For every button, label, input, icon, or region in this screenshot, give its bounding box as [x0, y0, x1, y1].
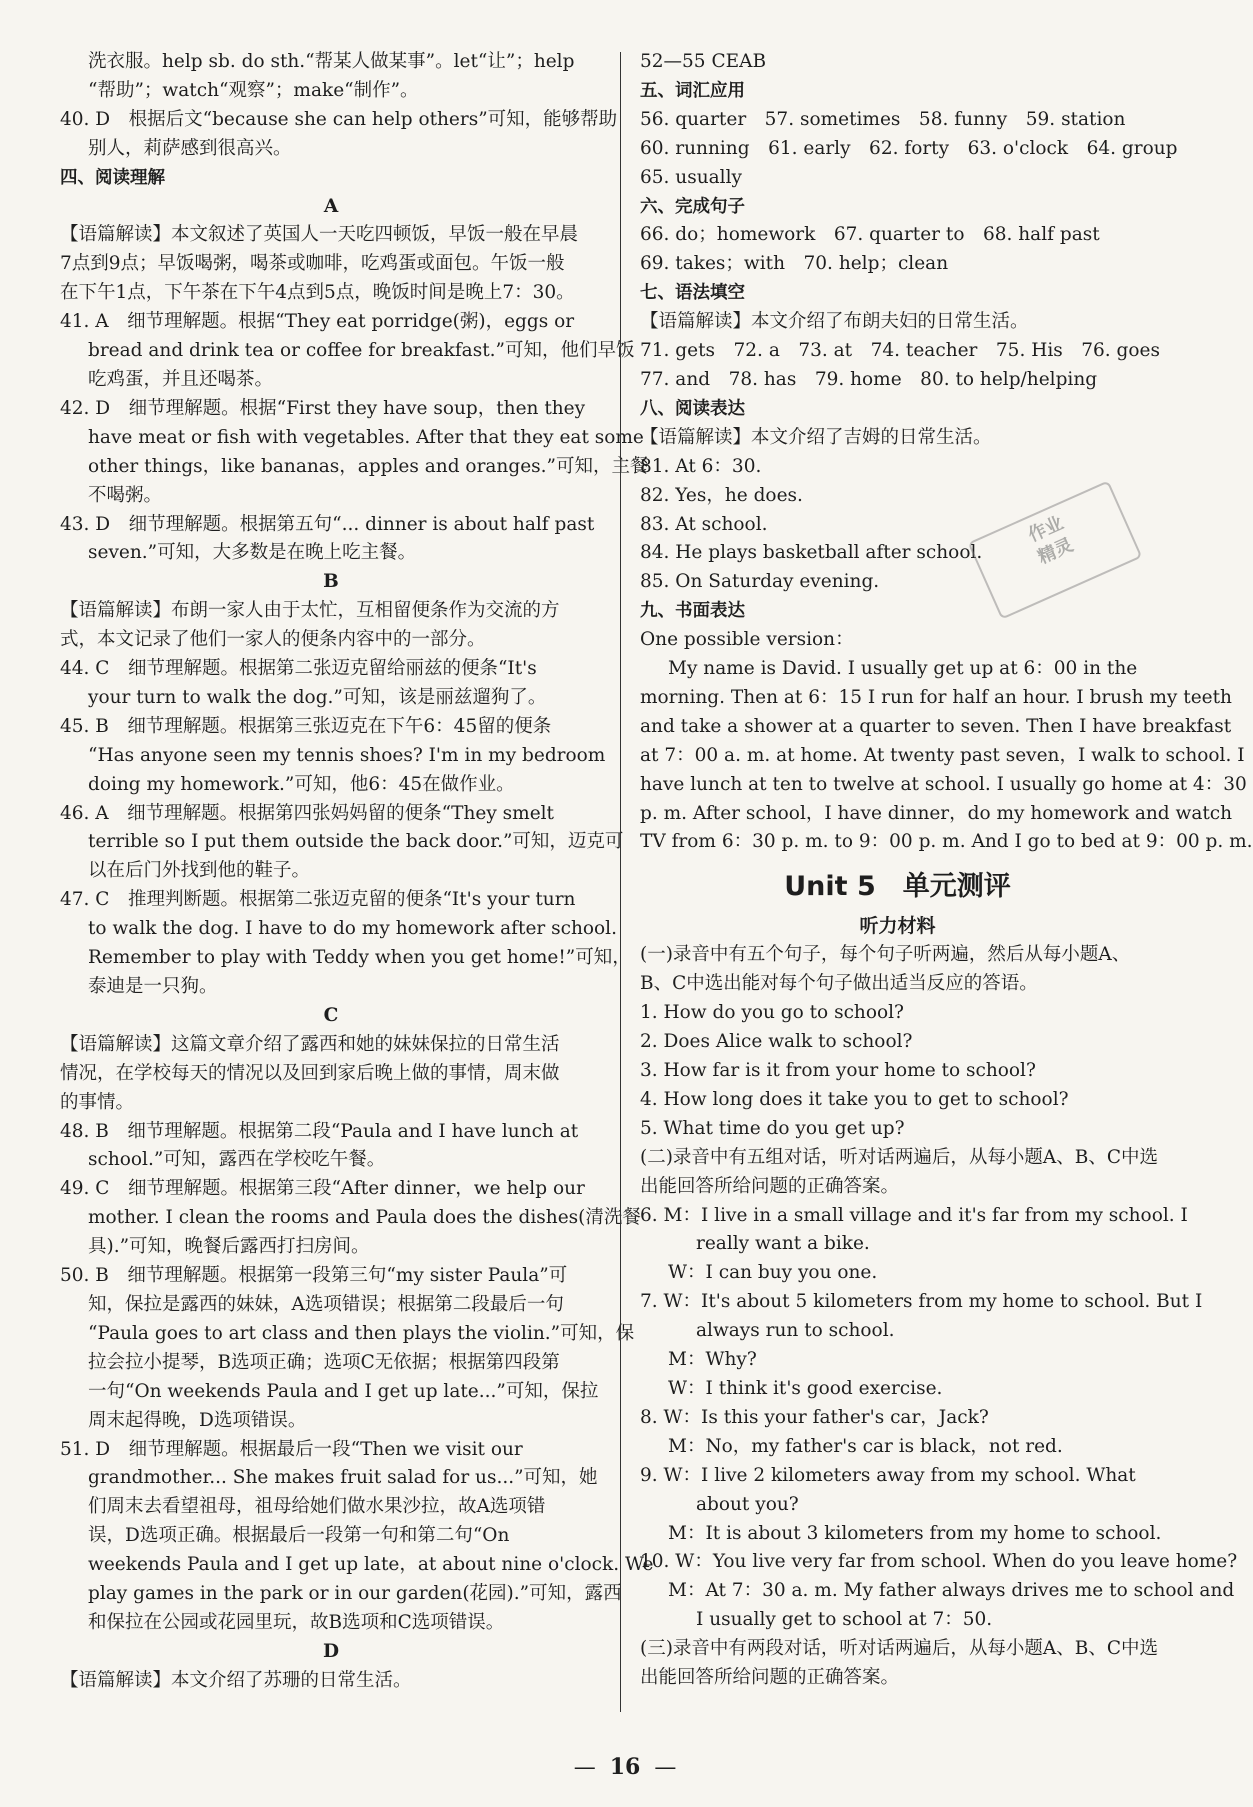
left-text-line: 一句“On weekends Paula and I get up late...”可知，保拉	[88, 1380, 599, 1402]
left-text-line: 知，保拉是露西的妹妹，A选项错误；根据第二段最后一句	[88, 1293, 564, 1315]
page-number: — 16 —	[573, 1754, 677, 1780]
left-text-line: 47. C 推理判断题。根据第二张迈克留的便条“It's your turn	[60, 889, 576, 911]
left-text-line: 【语篇解读】本文介绍了苏珊的日常生活。	[60, 1669, 412, 1691]
right-section-heading: 九、书面表达	[640, 601, 745, 622]
right-text-line: 1. How do you go to school?	[640, 1002, 904, 1024]
left-text-line: 【语篇解读】这篇文章介绍了露西和她的妹妹保拉的日常生活	[60, 1033, 560, 1055]
column-divider	[620, 52, 621, 1712]
right-text-line: 85. On Saturday evening.	[640, 571, 880, 593]
right-text-line: W：I think it's good exercise.	[668, 1377, 943, 1399]
right-text-line: 69. takes；with 70. help；clean	[640, 253, 949, 275]
right-text-line: M：At 7：30 a. m. My father always drives me to school and	[668, 1580, 1235, 1602]
right-text-line: 60. running 61. early 62. forty 63. o'clock 64. group	[640, 137, 1178, 159]
right-text-line: 82. Yes，he does.	[640, 484, 803, 506]
right-text-line: p. m. After school，I have dinner，do my homework and watch	[640, 802, 1233, 824]
left-text-line: 以在后门外找到他的鞋子。	[88, 860, 311, 882]
right-section-heading: 五、词汇应用	[640, 80, 745, 101]
right-text-line: 8. W：Is this your father's car，Jack?	[640, 1406, 989, 1428]
left-text-line: “帮助”；watch“观察”；make“制作”。	[88, 79, 419, 101]
right-text-line: 9. W：I live 2 kilometers away from my school. What	[640, 1464, 1136, 1486]
right-text-line: 3. How far is it from your home to school?	[640, 1060, 1036, 1081]
stamp-logo: 作业 精灵	[968, 480, 1143, 619]
right-text-line: 7. W：It's about 5 kilometers from my home to school. But I	[640, 1291, 1203, 1313]
right-text-line: really want a bike.	[696, 1233, 870, 1255]
left-text-line: 40. D 根据后文“because she can help others”可知，能够帮助	[60, 108, 618, 130]
right-text-line: always run to school.	[696, 1320, 895, 1342]
left-text-line: 49. C 细节理解题。根据第三段“After dinner，we help our	[60, 1178, 585, 1200]
left-section-heading: 四、阅读理解	[60, 167, 165, 188]
right-text-line: 83. At school.	[640, 513, 768, 535]
right-text-line: 84. He plays basketball after school.	[640, 542, 983, 564]
right-text-line: 6. M：I live in a small village and it's far from my school. I	[640, 1204, 1188, 1226]
left-text-line: 别人，莉萨感到很高兴。	[88, 137, 292, 159]
right-text-line: (一)录音中有五个句子，每个句子听两遍，然后从每小题A、	[640, 944, 1131, 966]
left-text-line: C	[323, 1004, 339, 1026]
right-text-line: (三)录音中有两段对话，听对话两遍后，从每小题A、B、C中选	[640, 1638, 1159, 1660]
right-text-line: 出能回答所给问题的正确答案。	[640, 1667, 900, 1689]
right-text-line: 71. gets 72. a 73. at 74. teacher 75. His 76. goes	[640, 340, 1160, 362]
right-text-line: 5. What time do you get up?	[640, 1117, 905, 1139]
right-text-line: (二)录音中有五组对话，听对话两遍后，从每小题A、B、C中选	[640, 1146, 1159, 1168]
left-text-line: 拉会拉小提琴，B选项正确；选项C无依据；根据第四段第	[88, 1351, 560, 1373]
listening-title: 听力材料	[859, 915, 936, 938]
right-text-line: M：Why?	[668, 1349, 757, 1371]
left-text-line: 吃鸡蛋，并且还喝茶。	[88, 368, 274, 390]
right-column	[640, 48, 1253, 1693]
left-text-line: 48. B 细节理解题。根据第二段“Paula and I have lunch at	[60, 1120, 579, 1142]
right-text-line: 56. quarter 57. sometimes 58. funny 59. station	[640, 108, 1126, 130]
left-text-line: have meat or fish with vegetables. After that they eat some	[88, 426, 644, 448]
left-text-line: “Has anyone seen my tennis shoes? I'm in my bedroom	[88, 744, 606, 766]
right-text-line: I usually get to school at 7：50.	[696, 1609, 993, 1631]
left-text-line: 情况，在学校每天的情况以及回到家后晚上做的事情，周末做	[60, 1062, 560, 1084]
right-text-line: 10. W：You live very far from school. When do you leave home?	[640, 1551, 1238, 1573]
left-text-line: 具).”可知，晚餐后露西打扫房间。	[88, 1236, 370, 1258]
right-text-line: morning. Then at 6：15 I run for half an hour. I brush my teeth	[640, 686, 1232, 708]
right-text-line: 65. usually	[640, 166, 742, 188]
left-text-line: grandmother... She makes fruit salad for us...”可知，她	[88, 1467, 598, 1489]
left-text-line: 51. D 细节理解题。根据最后一段“Then we visit our	[60, 1438, 523, 1460]
left-text-line: 50. B 细节理解题。根据第一段第三句“my sister Paula”可	[60, 1265, 568, 1287]
left-text-line: seven.”可知，大多数是在晚上吃主餐。	[88, 542, 417, 564]
right-text-line: at 7：00 a. m. at home. At twenty past seven，I walk to school. I	[640, 744, 1245, 766]
left-text-line: 洗衣服。help sb. do sth.“帮某人做某事”。let“让”；help	[88, 51, 575, 72]
left-text-line: 41. A 细节理解题。根据“They eat porridge(粥)，eggs or	[60, 311, 575, 333]
right-text-line: My name is David. I usually get up at 6：00 in the	[668, 658, 1138, 680]
left-text-line: 在下午1点，下午茶在下午4点到5点，晚饭时间是晚上7：30。	[60, 282, 575, 304]
right-section-heading: 八、阅读表达	[640, 398, 745, 419]
left-text-line: 式，本文记录了他们一家人的便条内容中的一部分。	[60, 629, 486, 651]
right-text-line: 【语篇解读】本文介绍了布朗夫妇的日常生活。	[640, 311, 1029, 333]
left-text-line: 46. A 细节理解题。根据第四张妈妈留的便条“They smelt	[60, 802, 554, 824]
right-text-line: 77. and 78. has 79. home 80. to help/helping	[640, 368, 1098, 390]
right-text-line: 出能回答所给问题的正确答案。	[640, 1175, 900, 1197]
left-text-line: 45. B 细节理解题。根据第三张迈克在下午6：45留的便条	[60, 715, 552, 737]
left-text-line: 周末起得晚，D选项错误。	[88, 1409, 307, 1431]
right-text-line: 66. do；homework 67. quarter to 68. half past	[640, 224, 1100, 246]
left-text-line: 7点到9点；早饭喝粥，喝茶或咖啡，吃鸡蛋或面包。午饭一般	[60, 253, 565, 275]
right-text-line: 81. At 6：30.	[640, 455, 762, 477]
left-text-line: “Paula goes to art class and then plays the violin.”可知，保	[88, 1322, 635, 1344]
left-text-line: D	[322, 1640, 340, 1662]
right-section-heading: 七、语法填空	[640, 283, 745, 304]
right-text-line: about you?	[696, 1493, 799, 1515]
left-text-line: doing my homework.”可知，他6：45在做作业。	[88, 773, 515, 795]
right-text-line: have lunch at ten to twelve at school. I usually go home at 4：30	[640, 773, 1247, 795]
left-text-line: B	[323, 571, 339, 593]
left-text-line: play games in the park or in our garden(花园).”可知，露西	[88, 1583, 622, 1605]
left-text-line: 44. C 细节理解题。根据第二张迈克留给丽兹的便条“It's	[60, 658, 537, 680]
right-text-line: 2. Does Alice walk to school?	[640, 1031, 913, 1053]
left-text-line: Remember to play with Teddy when you get home!”可知，	[88, 947, 631, 969]
left-text-line: other things，like bananas，apples and oranges.”可知，主餐	[88, 455, 649, 477]
right-text-line: W：I can buy you one.	[668, 1262, 878, 1284]
left-text-line: weekends Paula and I get up late，at about nine o'clock. We	[88, 1554, 654, 1576]
left-text-line: 和保拉在公园或花园里玩，故B选项和C选项错误。	[88, 1611, 505, 1633]
left-text-line: 42. D 细节理解题。根据“First they have soup，then they	[60, 397, 586, 419]
unit-title: Unit 5 单元测评	[784, 871, 1011, 903]
left-text-line: 【语篇解读】本文叙述了英国人一天吃四顿饭，早饭一般在早晨	[60, 224, 579, 246]
right-section-heading: 六、完成句子	[640, 196, 745, 217]
right-text-line: M：It is about 3 kilometers from my home to school.	[668, 1522, 1162, 1544]
right-text-line: 4. How long does it take you to get to school?	[640, 1088, 1069, 1110]
left-column	[60, 48, 654, 1696]
right-text-line: B、C中选出能对每个句子做出适当反应的答语。	[640, 973, 1038, 995]
right-text-line: 52—55 CEAB	[640, 51, 767, 72]
left-text-line: A	[323, 195, 339, 217]
right-text-line: TV from 6：30 p. m. to 9：00 p. m. And I go to bed at 9：00 p. m.	[640, 831, 1253, 853]
right-text-line: and take a shower at a quarter to seven. Then I have breakfast	[640, 715, 1232, 737]
right-text-line: 【语篇解读】本文介绍了吉姆的日常生活。	[640, 426, 992, 448]
right-text-line: M：No，my father's car is black，not red.	[668, 1435, 1063, 1457]
left-text-line: 泰迪是一只狗。	[88, 976, 218, 997]
left-text-line: school.”可知，露西在学校吃午餐。	[88, 1149, 386, 1171]
right-text-line: One possible version：	[640, 629, 854, 651]
left-text-line: to walk the dog. I have to do my homework after school.	[88, 918, 617, 940]
left-text-line: bread and drink tea or coffee for breakfast.”可知，他们早饭	[88, 340, 635, 362]
left-text-line: 【语篇解读】布朗一家人由于太忙，互相留便条作为交流的方	[60, 600, 560, 622]
left-text-line: 的事情。	[60, 1091, 135, 1113]
left-text-line: 们周末去看望祖母，祖母给她们做水果沙拉，故A选项错	[88, 1496, 546, 1518]
left-text-line: 误，D选项正确。根据最后一段第一句和第二句“On	[88, 1525, 510, 1547]
left-text-line: 不喝粥。	[88, 484, 163, 506]
left-text-line: your turn to walk the dog.”可知，该是丽兹遛狗了。	[88, 686, 547, 708]
left-text-line: mother. I clean the rooms and Paula does the dishes(清洗餐	[88, 1207, 641, 1229]
left-text-line: terrible so I put them outside the back door.”可知，迈克可	[88, 831, 624, 853]
left-text-line: 43. D 细节理解题。根据第五句“... dinner is about half past	[60, 513, 595, 535]
